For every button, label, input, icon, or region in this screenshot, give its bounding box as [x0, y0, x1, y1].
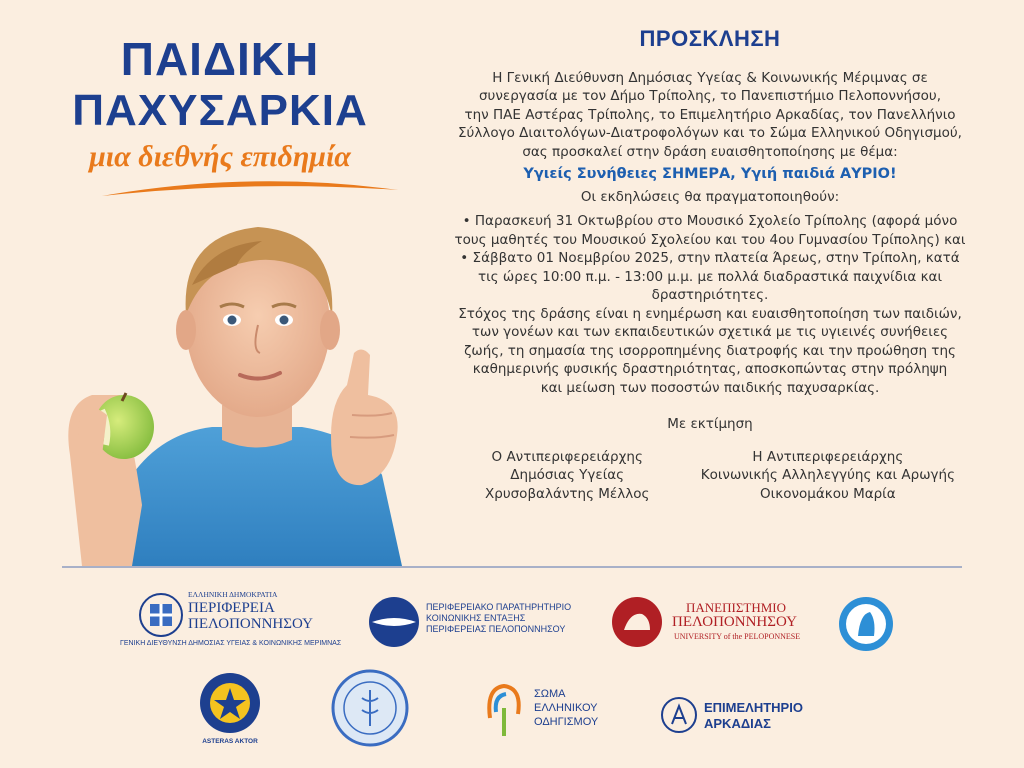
signatory-right-name: Οικονομάκου Μαρία — [760, 485, 896, 502]
poster-left-panel — [0, 0, 440, 566]
signatory-left-title: Ο Αντιπεριφερειάρχης — [491, 448, 643, 465]
asteras-label: ASTERAS AKTOR — [202, 738, 258, 745]
guides-emblem-icon — [482, 678, 526, 738]
intro-line: Η Γενική Διεύθυνση Δημόσιας Υγείας & Κοινωνικής Μέριμνας σε — [492, 69, 928, 86]
event-line: τις ώρες 10:00 π.μ. - 13:00 μ.μ. με πολλά διαδραστικά παιχνίδια και — [477, 268, 943, 285]
observatory-line3: ΠΕΡΙΦΕΡΕΙΑΣ ΠΕΛΟΠΟΝΝΗΣΟΥ — [426, 624, 566, 634]
poster-title-line2: ΠΑΧΥΣΑΡΚΙΑ — [72, 86, 368, 135]
arcadia-chamber-logo — [660, 696, 830, 740]
chamber-line2: ΑΡΚΑΔΙΑΣ — [704, 716, 771, 731]
event-line: δραστηριότητες. — [651, 287, 769, 303]
asteras-tripolis-logo — [195, 672, 265, 752]
chamber-line1: ΕΠΙΜΕΛΗΤΗΡΙΟ — [704, 700, 803, 715]
poster-subtitle: μια διεθνής επιδημία — [89, 140, 351, 173]
swoosh-decoration — [100, 176, 400, 200]
signatory-left — [485, 448, 649, 504]
university-logo — [610, 596, 830, 648]
region-peloponnese-logo — [120, 590, 350, 650]
goal-line: και μείωση των ποσοστών παιδικής παχυσαρκίας. — [540, 379, 880, 396]
signatory-left-dept: Δημόσιας Υγείας — [510, 467, 625, 483]
invitation-heading: ΠΡΟΣΚΛΗΣΗ — [639, 26, 781, 51]
events-intro: Οι εκδηλώσεις θα πραγματοποιηθούν: — [580, 188, 840, 205]
goal-line: των γονέων και των εκπαιδευτικών σχετικά με τις υγιεινές συνήθειες — [471, 324, 949, 340]
chamber-emblem-icon — [660, 696, 698, 734]
university-emblem-icon — [610, 596, 664, 648]
guides-line1: ΣΩΜΑ — [534, 688, 566, 700]
observatory-logo — [368, 596, 598, 646]
region-emblem-icon — [138, 592, 184, 638]
signatory-right-dept: Κοινωνικής Αλληλεγγύης και Αρωγής — [700, 467, 955, 483]
observatory-line2: ΚΟΙΝΩΝΙΚΗΣ ΕΝΤΑΞΗΣ — [426, 613, 526, 623]
region-small-label: ΕΛΛΗΝΙΚΗ ΔΗΜΟΚΡΑΤΙΑ — [188, 590, 278, 599]
observatory-line1: ΠΕΡΙΦΕΡΕΙΑΚΟ ΠΑΡΑΤΗΡΗΤΗΡΙΟ — [426, 602, 572, 612]
university-line1: ΠΑΝΕΠΙΣΤΗΜΙΟ — [686, 600, 786, 615]
signatory-right-title: Η Αντιπεριφερειάρχης — [752, 448, 904, 465]
greek-guides-logo — [482, 676, 602, 746]
goal-line: καθημερινής φυσικής δραστηριότητας, αποσκοπώντας στην πρόληψη — [472, 361, 948, 377]
dietitians-association-logo — [330, 668, 410, 748]
signatory-left-name: Χρυσοβαλάντης Μέλλος — [485, 485, 650, 502]
invitation-text-block — [425, 26, 995, 503]
region-line1: ΠΕΡΙΦΕΡΕΙΑ — [188, 600, 275, 616]
guides-line2: ΕΛΛΗΝΙΚΟΥ — [534, 702, 598, 714]
tripoli-emblem-icon — [838, 596, 894, 652]
intro-line: την ΠΑΕ Αστέρας Τρίπολης, το Επιμελητήριο Αρκαδίας, τον Πανελλήνιο — [464, 106, 956, 123]
tripoli-municipality-logo — [838, 596, 894, 652]
campaign-slogan: Υγιείς Συνήθειες ΣΗΜΕΡΑ, Υγιή παιδιά ΑΥΡΙΟ! — [523, 166, 897, 182]
guides-line3: ΟΔΗΓΙΣΜΟΥ — [534, 716, 599, 728]
university-line2: ΠΕΛΟΠΟΝΝΗΣΟΥ — [672, 614, 797, 630]
region-sub-label: ΓΕΝΙΚΗ ΔΙΕΥΘΥΝΣΗ ΔΗΜΟΣΙΑΣ ΥΓΕΙΑΣ & ΚΟΙΝΩΝΙΚΗΣ ΜΕΡΙΜΝΑΣ — [120, 640, 342, 647]
intro-line: σας προσκαλεί στην δράση ευαισθητοποίησης με θέμα: — [522, 143, 898, 160]
footer-divider — [62, 566, 962, 568]
boy-photo — [62, 205, 442, 566]
signatory-right — [701, 448, 955, 504]
goal-line: ζωής, τη σημασία της ισορροπημένης διατροφής και την προώθηση της — [464, 342, 956, 359]
event-line: • Παρασκευή 31 Οκτωβρίου στο Μουσικό Σχολείο Τρίπολης (αφορά μόνο — [462, 213, 958, 229]
event-line: τους μαθητές του Μουσικού Σχολείου και του 4ου Γυμνασίου Τρίπολης) και — [454, 231, 966, 248]
poster-title-line1: ΠΑΙΔΙΚΗ — [120, 33, 320, 85]
event-line: • Σάββατο 01 Νοεμβρίου 2025, στην πλατεία Άρεως, στην Τρίπολη, κατά — [460, 250, 960, 266]
goal-line: Στόχος της δράσης είναι η ενημέρωση και ευαισθητοποίηση των παιδιών, — [458, 305, 962, 322]
closing-text: Με εκτίμηση — [667, 416, 753, 432]
observatory-emblem-icon — [368, 596, 420, 648]
region-line2: ΠΕΛΟΠΟΝΝΗΣΟΥ — [188, 616, 313, 632]
university-line3: UNIVERSITY of the PELOPONNESE — [674, 632, 801, 641]
intro-line: συνεργασία με τον Δήμο Τρίπολης, το Πανεπιστήμιο Πελοποννήσου, — [479, 88, 941, 104]
signatures — [425, 448, 995, 504]
asteras-emblem-icon — [199, 672, 261, 734]
dietitians-emblem-icon — [330, 668, 410, 748]
intro-line: Σύλλογο Διαιτολόγων-Διατροφολόγων και το Σώμα Ελληνικού Οδηγισμού, — [458, 125, 962, 141]
